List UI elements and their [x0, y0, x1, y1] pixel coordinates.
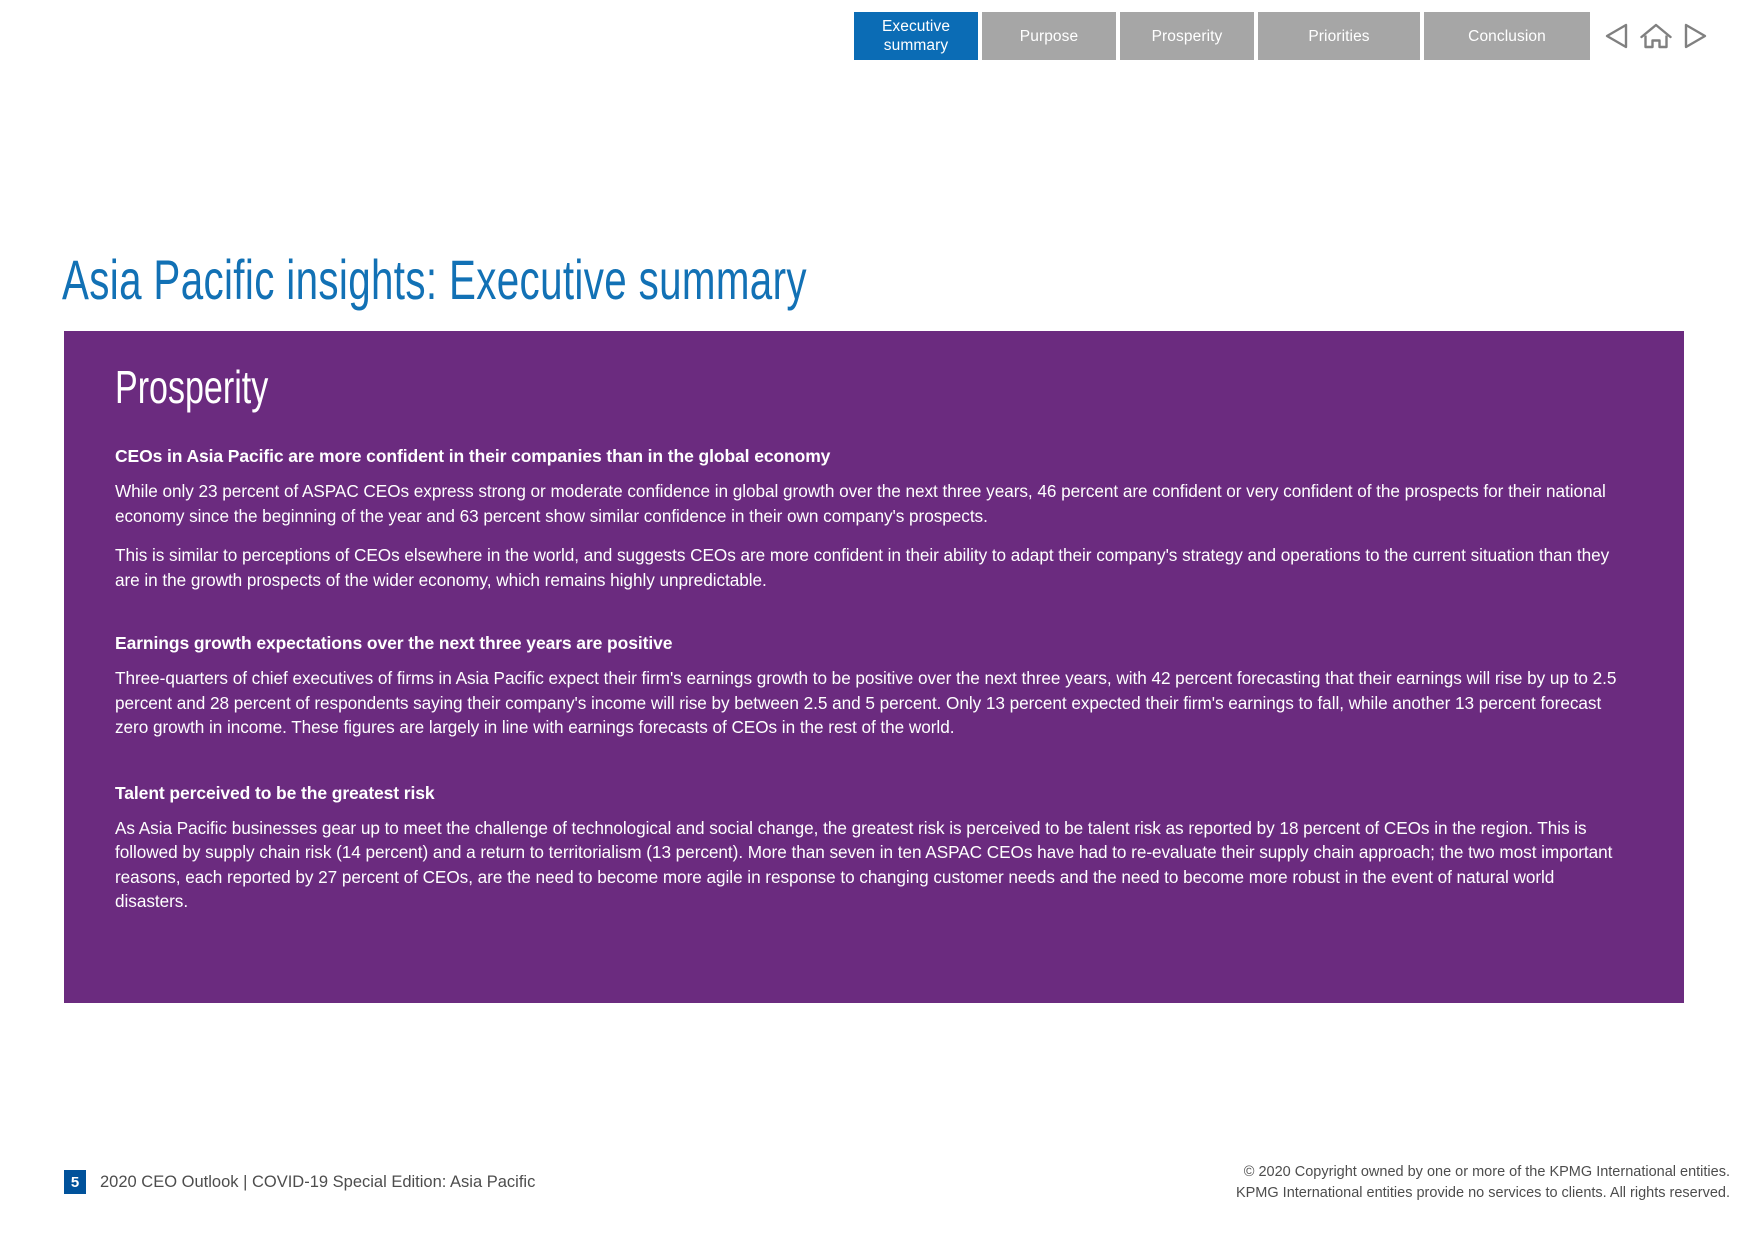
- footer-copyright: [1236, 1162, 1730, 1204]
- next-page-icon[interactable]: [1682, 22, 1708, 50]
- section-confidence-heading: CEOs in Asia Pacific are more confident in their companies than in the global economy: [115, 446, 831, 466]
- page-title: Asia Pacific insights: Executive summary: [62, 247, 807, 311]
- tab-label-line1: Executive: [881, 18, 951, 35]
- tab-purpose-label: Purpose: [1019, 27, 1079, 45]
- tab-conclusion-label: Conclusion: [1468, 27, 1546, 45]
- tab-priorities-label: Priorities: [1308, 27, 1370, 45]
- card-title-prosperity: Prosperity: [115, 361, 269, 413]
- copyright-line-2: KPMG International entities provide no services to clients. All rights reserved.: [1235, 1185, 1730, 1201]
- navigation-icon-group: [1604, 12, 1708, 60]
- tab-label-line2: summary: [883, 37, 949, 54]
- section-confidence-paragraph-2: This is similar to perceptions of CEOs elsewhere in the world, and suggests CEOs are more confident in their ability to adapt their company's strategy and operations to the current situation than they are in the growth prospects of the wider economy, which remains highly unpredictable.: [115, 545, 1610, 590]
- section-talent-heading: Talent perceived to be the greatest risk: [115, 782, 435, 803]
- section-confidence-paragraph-1: While only 23 percent of ASPAC CEOs express strong or moderate confidence in global growth over the next three years, 46 percent are confident or very confident of the prospects for their national economy since the beginning of the year and 63 percent show similar confidence in their own company's prospects.: [115, 481, 1606, 526]
- section-confidence: [115, 445, 1632, 592]
- section-earnings: [115, 632, 1632, 740]
- page-number-badge: 5: [64, 1170, 86, 1194]
- tab-purpose[interactable]: [982, 12, 1116, 60]
- tab-conclusion[interactable]: [1424, 12, 1590, 60]
- page-footer: [0, 1150, 1754, 1240]
- tab-priorities[interactable]: [1258, 12, 1420, 60]
- tab-prosperity-label: Prosperity: [1151, 27, 1223, 45]
- prosperity-content-card: [64, 331, 1684, 1003]
- home-icon[interactable]: [1639, 22, 1673, 50]
- section-talent: [115, 782, 1632, 914]
- section-earnings-heading: Earnings growth expectations over the next three years are positive: [115, 633, 673, 653]
- tab-prosperity[interactable]: [1120, 12, 1254, 60]
- tab-executive-summary-label: [882, 17, 950, 55]
- copyright-line-1: © 2020 Copyright owned by one or more of the KPMG International entities.: [1243, 1164, 1730, 1180]
- tab-executive-summary[interactable]: [854, 12, 978, 60]
- previous-page-icon[interactable]: [1604, 22, 1630, 50]
- section-talent-paragraph-1: As Asia Pacific businesses gear up to meet the challenge of technological and social change, the greatest risk is perceived to be talent risk as reported by 18 percent of CEOs in the region. This is followed by supply chain risk (14 percent) and a return to territorialism (13 percent). More than seven in ten ASPAC CEOs have had to re-evaluate their supply chain approach; the two most important reasons, each reported by 27 percent of CEOs, are the need to become more agile in response to changing customer needs and the need to become more robust in the event of natural world disasters.: [115, 817, 1613, 911]
- section-earnings-paragraph-1: Three-quarters of chief executives of firms in Asia Pacific expect their firm's earnings growth to be positive over the next three years, with 42 percent forecasting that their earnings will rise by up to 2.5 percent and 28 percent of respondents saying their company's income will rise by between 2.5 and 5 percent. Only 13 percent expected their firm's earnings to fall, while another 13 percent forecast zero growth in income. These figures are largely in line with earnings forecasts of CEOs in the rest of the world.: [115, 668, 1617, 737]
- top-navigation-bar: [0, 12, 1754, 60]
- footer-left-group: [64, 1170, 535, 1194]
- footer-document-title: 2020 CEO Outlook | COVID-19 Special Edition: Asia Pacific: [100, 1173, 536, 1191]
